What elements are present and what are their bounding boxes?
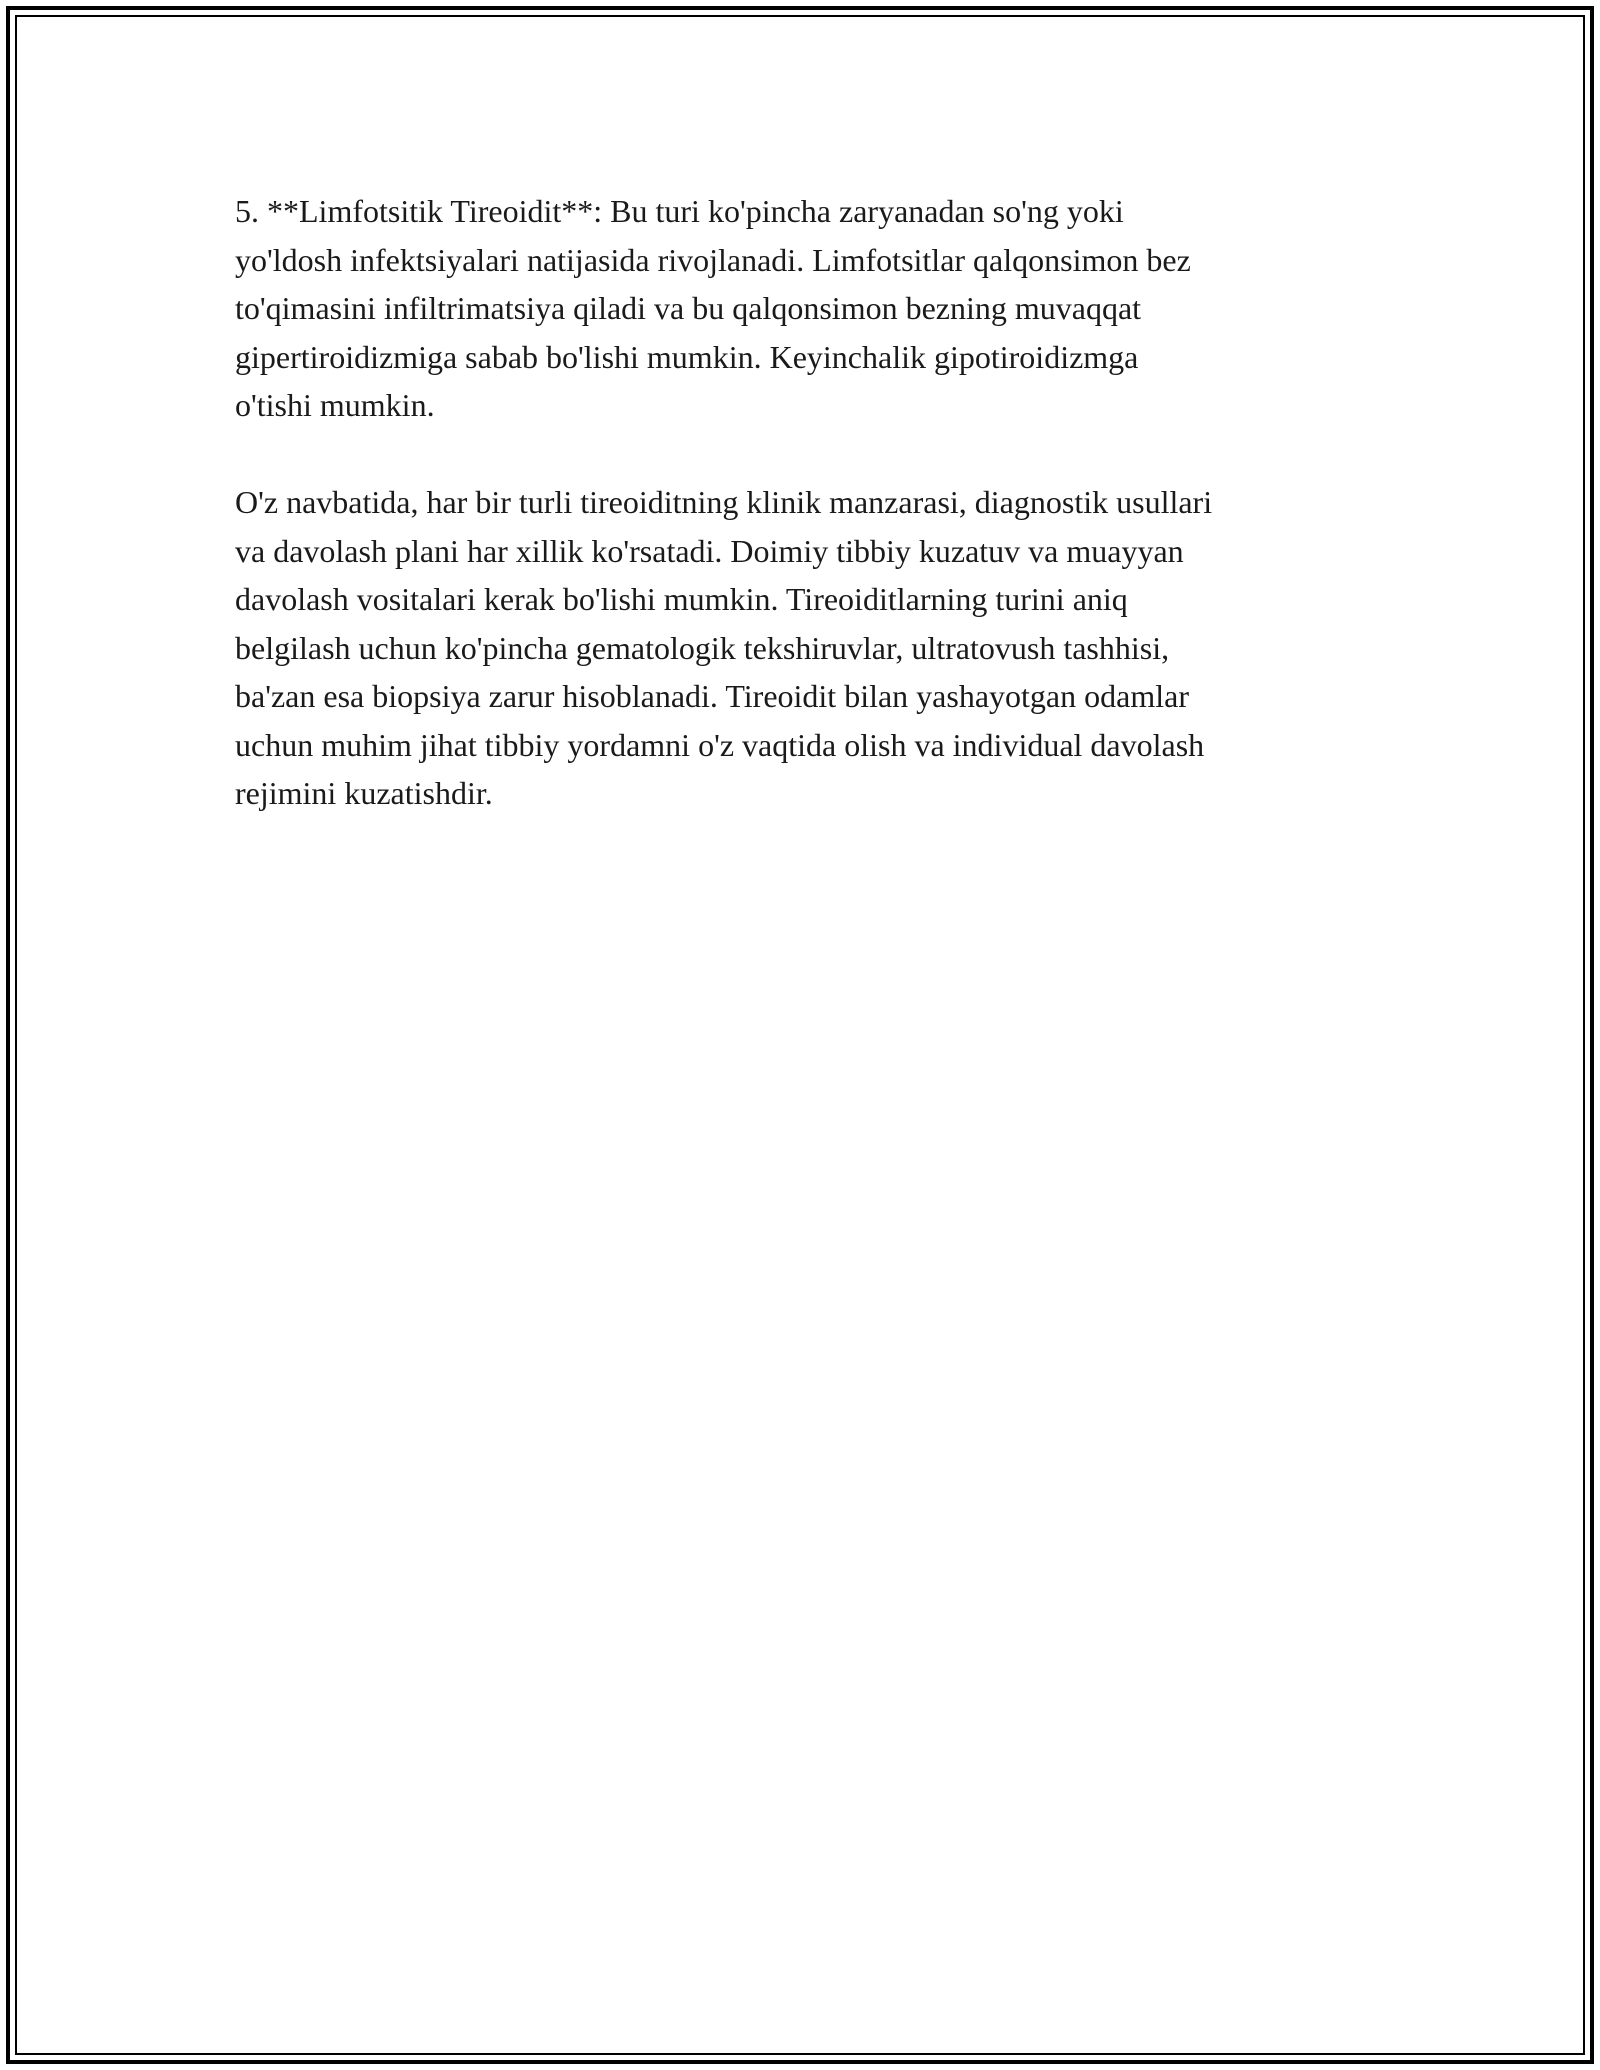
text-line: gipertiroidizmiga sabab bo'lishi mumkin. Keyinchalik gipotiroidizmga [235,338,1139,375]
text-line: rejimini kuzatishdir. [235,775,493,811]
text-line: ba'zan esa biopsiya zarur hisoblanadi. Tireoidit bilan yashayotgan odamlar [235,678,1189,714]
paragraph-lymphocytic-thyroiditis [235,187,1365,430]
text-line: uchun muhim jihat tibbiy yordamni o'z vaqtida olish va individual davolash [235,726,1205,763]
text-line: to'qimasini infiltrimatsiya qiladi va bu qalqonsimon bezning muvaqqat [235,290,1142,326]
paragraph-summary [235,478,1365,818]
text-line: O'z navbatida, har bir turli tireoiditning klinik manzarasi, diagnostik usullari [235,484,1213,520]
text-line: va davolash plani har xillik ko'rsatadi. Doimiy tibbiy kuzatuv va muayyan [235,532,1184,569]
text-line: yo'ldosh infektsiyalari natijasida rivojlanadi. Limfotsitlar qalqonsimon bez [235,241,1191,278]
text-line: 5. **Limfotsitik Tireoidit**: Bu turi ko'pincha zaryanadan so'ng yoki [235,193,1124,229]
text-line: o'tishi mumkin. [235,387,435,423]
text-line: davolash vositalari kerak bo'lishi mumkin. Tireoiditlarning turini aniq [235,581,1128,617]
document-body [235,187,1365,818]
text-line: belgilash uchun ko'pincha gematologik tekshiruvlar, ultratovush tashhisi, [235,629,1170,666]
